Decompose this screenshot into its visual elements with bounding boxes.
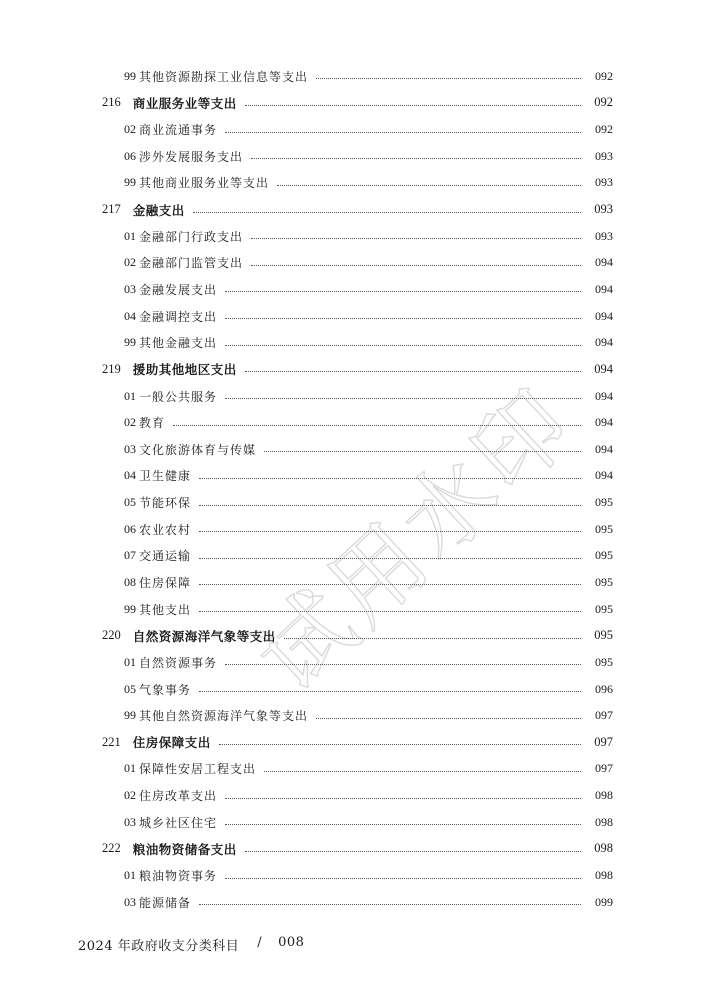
toc-page-number: 094 bbox=[595, 388, 613, 403]
toc-page-number: 094 bbox=[595, 441, 613, 456]
footer-page-number: 008 bbox=[278, 935, 305, 950]
toc-code: 220 bbox=[102, 628, 121, 643]
toc-page-number: 094 bbox=[595, 415, 613, 430]
toc-label: 金融部门监管支出 bbox=[139, 256, 244, 271]
toc-code: 05 bbox=[124, 495, 136, 510]
toc-dot-leader bbox=[193, 211, 581, 213]
toc-page-number: 093 bbox=[595, 148, 613, 163]
toc-code: 216 bbox=[102, 95, 121, 110]
toc-page-number: 098 bbox=[594, 841, 613, 856]
toc-label: 气象事务 bbox=[139, 682, 192, 697]
toc-entry-row[interactable] bbox=[0, 249, 722, 276]
toc-dot-leader bbox=[199, 530, 581, 532]
toc-entry-row[interactable] bbox=[0, 489, 722, 516]
toc-label: 金融调控支出 bbox=[139, 309, 218, 324]
toc-code: 08 bbox=[124, 574, 136, 589]
toc-dot-leader bbox=[264, 770, 581, 772]
toc-dot-leader bbox=[225, 397, 581, 399]
toc-page-number: 097 bbox=[595, 708, 613, 723]
toc-code: 02 bbox=[124, 415, 136, 430]
toc-dot-leader bbox=[316, 717, 581, 719]
toc-dot-leader bbox=[219, 743, 581, 745]
toc-entry-row[interactable] bbox=[0, 756, 722, 783]
toc-dot-leader bbox=[225, 344, 581, 346]
toc-code: 99 bbox=[124, 335, 136, 350]
toc-page-number: 093 bbox=[594, 202, 613, 217]
toc-page-number: 092 bbox=[594, 95, 613, 110]
toc-code: 99 bbox=[124, 601, 136, 616]
toc-page-number: 094 bbox=[595, 281, 613, 296]
toc-label: 交通运输 bbox=[139, 549, 192, 564]
toc-page-number: 093 bbox=[595, 228, 613, 243]
toc-label: 金融部门行政支出 bbox=[139, 229, 244, 244]
toc-code: 222 bbox=[102, 841, 121, 856]
toc-label: 教育 bbox=[139, 416, 166, 431]
toc-entry-row[interactable] bbox=[0, 463, 722, 490]
toc-page-number: 094 bbox=[595, 468, 613, 483]
toc-label: 文化旅游体育与传媒 bbox=[139, 442, 257, 457]
toc-code: 01 bbox=[124, 388, 136, 403]
toc-entry-row[interactable] bbox=[0, 596, 722, 623]
watermark: 试用水印 bbox=[236, 366, 596, 713]
toc-entry-row[interactable] bbox=[0, 303, 722, 330]
toc-page-number: 095 bbox=[595, 574, 613, 589]
toc-entry-row[interactable] bbox=[0, 862, 722, 889]
toc-label: 金融支出 bbox=[132, 202, 185, 218]
toc-dot-leader bbox=[245, 850, 581, 852]
toc-page-number: 095 bbox=[595, 654, 613, 669]
toc-page-number: 097 bbox=[595, 761, 613, 776]
toc-page-number: 099 bbox=[595, 894, 613, 909]
toc-page-number: 092 bbox=[595, 122, 613, 137]
toc-dot-leader bbox=[199, 690, 581, 692]
toc-label: 保障性安居工程支出 bbox=[139, 762, 257, 777]
toc-page-number: 098 bbox=[595, 788, 613, 803]
toc-entry-row[interactable] bbox=[0, 170, 722, 197]
toc-label: 其他金融支出 bbox=[139, 336, 218, 351]
toc-page-number: 095 bbox=[595, 495, 613, 510]
toc-dot-leader bbox=[225, 797, 581, 799]
toc-entry-row[interactable] bbox=[0, 383, 722, 410]
toc-page-number: 092 bbox=[595, 68, 613, 83]
toc-entry-row[interactable] bbox=[0, 809, 722, 836]
toc-code: 03 bbox=[124, 894, 136, 909]
toc-label: 农业农村 bbox=[139, 522, 192, 537]
toc-dot-leader bbox=[284, 637, 581, 639]
toc-entry-row[interactable] bbox=[0, 649, 722, 676]
toc-label: 住房保障支出 bbox=[132, 735, 211, 751]
toc-code: 01 bbox=[124, 228, 136, 243]
toc-code: 02 bbox=[124, 122, 136, 137]
toc-label: 商业流通事务 bbox=[139, 123, 218, 138]
toc-entry-row[interactable] bbox=[0, 409, 722, 436]
toc-entry-row[interactable] bbox=[0, 782, 722, 809]
toc-dot-leader bbox=[173, 424, 581, 426]
toc-label: 粮油物资事务 bbox=[139, 869, 218, 884]
toc-dot-leader bbox=[199, 610, 581, 612]
toc-label: 城乡社区住宅 bbox=[139, 815, 218, 830]
toc-label: 能源储备 bbox=[139, 895, 192, 910]
toc-section-row[interactable] bbox=[0, 356, 722, 383]
toc-label: 住房改革支出 bbox=[139, 789, 218, 804]
toc-dot-leader bbox=[225, 663, 581, 665]
toc-entry-row[interactable] bbox=[0, 676, 722, 703]
toc-label: 住房保障 bbox=[139, 575, 192, 590]
toc-dot-leader bbox=[225, 877, 581, 879]
toc-entry-row[interactable] bbox=[0, 702, 722, 729]
toc-entry-row[interactable] bbox=[0, 889, 722, 916]
toc-dot-leader bbox=[225, 317, 581, 319]
toc-section-row[interactable] bbox=[0, 622, 722, 649]
toc-dot-leader bbox=[199, 583, 581, 585]
toc-section-row[interactable] bbox=[0, 729, 722, 756]
toc-code: 03 bbox=[124, 281, 136, 296]
toc-code: 01 bbox=[124, 868, 136, 883]
toc-entry-row[interactable] bbox=[0, 143, 722, 170]
toc-entry-row[interactable] bbox=[0, 543, 722, 570]
toc-entry-row[interactable] bbox=[0, 63, 722, 90]
toc-label: 卫生健康 bbox=[139, 469, 192, 484]
page-footer bbox=[78, 935, 304, 954]
toc-dot-leader bbox=[251, 264, 581, 266]
toc-code: 07 bbox=[124, 548, 136, 563]
toc-code: 99 bbox=[124, 708, 136, 723]
toc-label: 金融发展支出 bbox=[139, 282, 218, 297]
toc-entry-row[interactable] bbox=[0, 276, 722, 303]
toc-page-number: 097 bbox=[594, 734, 613, 749]
toc-page-number: 094 bbox=[594, 361, 613, 376]
toc-entry-row[interactable] bbox=[0, 223, 722, 250]
toc-label: 自然资源事务 bbox=[139, 655, 218, 670]
toc-page-number: 095 bbox=[595, 521, 613, 536]
toc-page-number: 094 bbox=[595, 255, 613, 270]
footer-title: 2024 年政府收支分类科目 bbox=[78, 939, 240, 954]
toc-page-number: 095 bbox=[595, 601, 613, 616]
toc-dot-leader bbox=[264, 450, 581, 452]
toc-entry-row[interactable] bbox=[0, 116, 722, 143]
toc-dot-leader bbox=[245, 370, 581, 372]
toc-code: 03 bbox=[124, 814, 136, 829]
toc-label: 一般公共服务 bbox=[139, 389, 218, 404]
toc-page-number: 098 bbox=[595, 814, 613, 829]
toc-label: 其他自然资源海洋气象等支出 bbox=[139, 709, 309, 724]
toc-label: 援助其他地区支出 bbox=[132, 362, 237, 378]
toc-dot-leader bbox=[225, 823, 581, 825]
toc-code: 03 bbox=[124, 441, 136, 456]
toc-code: 06 bbox=[124, 521, 136, 536]
toc-label: 其他支出 bbox=[139, 602, 192, 617]
footer-separator: / bbox=[257, 935, 263, 950]
toc-code: 01 bbox=[124, 654, 136, 669]
toc-code: 04 bbox=[124, 468, 136, 483]
toc-section-row[interactable] bbox=[0, 90, 722, 117]
toc-code: 05 bbox=[124, 681, 136, 696]
toc-code: 99 bbox=[124, 68, 136, 83]
table-of-contents bbox=[0, 63, 722, 916]
toc-page-number: 098 bbox=[595, 868, 613, 883]
toc-label: 涉外发展服务支出 bbox=[139, 149, 244, 164]
toc-dot-leader bbox=[316, 77, 581, 79]
toc-label: 其他资源勘探工业信息等支出 bbox=[139, 69, 309, 84]
toc-dot-leader bbox=[277, 184, 581, 186]
toc-label: 自然资源海洋气象等支出 bbox=[132, 628, 276, 644]
toc-page-number: 093 bbox=[595, 175, 613, 190]
toc-dot-leader bbox=[251, 157, 581, 159]
toc-entry-row[interactable] bbox=[0, 436, 722, 463]
toc-code: 219 bbox=[102, 361, 121, 376]
toc-code: 221 bbox=[102, 734, 121, 749]
toc-dot-leader bbox=[199, 557, 581, 559]
toc-page-number: 094 bbox=[595, 335, 613, 350]
toc-page-number: 095 bbox=[594, 628, 613, 643]
toc-dot-leader bbox=[225, 131, 581, 133]
toc-code: 04 bbox=[124, 308, 136, 323]
toc-label: 商业服务业等支出 bbox=[132, 95, 237, 111]
toc-code: 01 bbox=[124, 761, 136, 776]
toc-dot-leader bbox=[199, 477, 581, 479]
toc-dot-leader bbox=[199, 504, 581, 506]
toc-dot-leader bbox=[199, 903, 581, 905]
toc-entry-row[interactable] bbox=[0, 569, 722, 596]
toc-entry-row[interactable] bbox=[0, 516, 722, 543]
toc-code: 02 bbox=[124, 788, 136, 803]
toc-entry-row[interactable] bbox=[0, 329, 722, 356]
toc-page-number: 094 bbox=[595, 308, 613, 323]
toc-code: 99 bbox=[124, 175, 136, 190]
toc-section-row[interactable] bbox=[0, 196, 722, 223]
toc-code: 217 bbox=[102, 202, 121, 217]
toc-page-number: 096 bbox=[595, 681, 613, 696]
toc-code: 02 bbox=[124, 255, 136, 270]
toc-label: 节能环保 bbox=[139, 496, 192, 511]
toc-dot-leader bbox=[251, 237, 581, 239]
toc-label: 其他商业服务业等支出 bbox=[139, 176, 270, 191]
toc-section-row[interactable] bbox=[0, 836, 722, 863]
toc-label: 粮油物资储备支出 bbox=[132, 841, 237, 857]
toc-dot-leader bbox=[245, 104, 581, 106]
toc-dot-leader bbox=[225, 290, 581, 292]
toc-code: 06 bbox=[124, 148, 136, 163]
toc-page-number: 095 bbox=[595, 548, 613, 563]
